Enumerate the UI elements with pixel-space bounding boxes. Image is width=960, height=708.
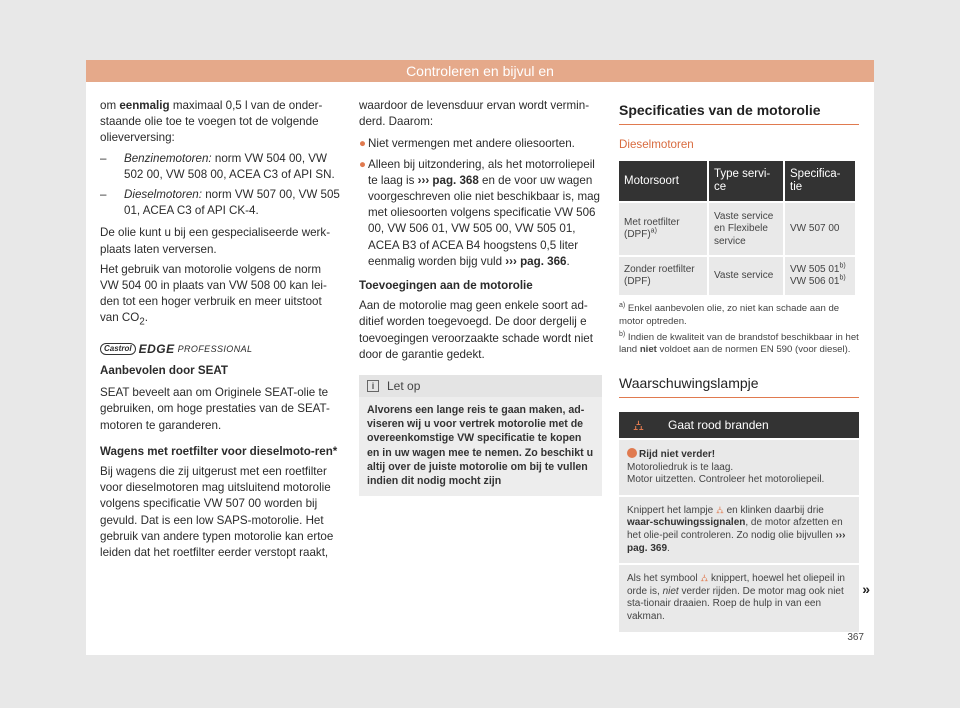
manual-page xyxy=(86,60,874,655)
column-header: Type servi-ce xyxy=(709,161,783,201)
table-header-row xyxy=(619,161,855,201)
oil-can-icon: ⛼ xyxy=(700,573,709,585)
paragraph: Bij wagens die zij uitgerust met een roetfilter voor dieselmotoren mag uitsluitend motorolie volgens specificatie VW 507 00 worden bij gevuld. Dat is een low SAPS-motorolie. Het gebruik van andere typen motorolie kan ertoe leiden dat het roetfilter eerder verstopt raakt, xyxy=(100,464,334,559)
bullet-icon: ● xyxy=(359,137,367,151)
castrol-edge-logo: Castrol EDGE PROFESSIONAL xyxy=(100,343,342,355)
table-row xyxy=(619,203,855,255)
column-middle xyxy=(359,98,602,496)
additives-heading: Toevoegingen aan de motorolie xyxy=(359,279,533,293)
paragraph: Het gebruik van motorolie volgens de norm VW 504 00 in plaats van VW 508 00 kan lei-den tot een hoger verbruik en meer uitstoot van $CO_2$. xyxy=(100,262,327,328)
table-cell: VW 505 01$^{b)}$ VW 506 01$^{b)}$ xyxy=(785,257,855,295)
list-item: – Benzinemotoren: norm VW 504 00, VW 502 00, VW 508 00, ACEA C3 of API SN. xyxy=(100,151,335,181)
warning-row: Rijd niet verder! Motoroliedruk is te laag. Motor uitzetten. Controleer het motoroliepeil. xyxy=(619,440,859,495)
continue-arrow-icon: » xyxy=(862,581,870,597)
oil-norm-list xyxy=(100,151,342,220)
page-reference-link[interactable]: ››› pag. 366 xyxy=(505,254,567,268)
spec-section-title: Specificaties van de motorolie xyxy=(619,102,859,125)
note-box xyxy=(359,375,602,496)
spec-table xyxy=(617,159,857,297)
column-right xyxy=(619,102,859,632)
page-reference-link[interactable]: ››› pag. 369 xyxy=(627,529,846,554)
info-icon: i xyxy=(367,380,379,392)
table-cell: Met roetfilter (DPF)$^{a)}$ xyxy=(619,203,707,255)
table-row xyxy=(619,257,855,295)
recommended-heading: Aanbevolen door SEAT xyxy=(100,363,228,377)
column-header: Specifica-tie xyxy=(785,161,855,201)
page-header: Controleren en bijvul en xyxy=(86,60,874,82)
warning-row: Knippert het lampje ⛼ en klinken daarbij drie waar-schuwingssignalen, de motor afzetten en het olie-peil controleren. Zo nodig olie bijvullen ››› pag. 369. xyxy=(619,497,859,563)
warning-row: Als het symbool ⛼ knippert, hoewel het oliepeil in orde is, niet verder rijden. De motor mag ook niet sta-tionair draaien. Roep de hulp in van een vakman. xyxy=(619,565,859,631)
table-cell: Vaste service xyxy=(709,257,783,295)
list-item: ● Alleen bij uitzondering, als het motorroliepeil te laag is ››› pag. 368 en de voor uw wagen voorgeschreven olie niet beschikbaar is, mag met oliesoorten volgens specificatie VW 506 00, VW 506 01, VW 505 00, VW 505 01, ACEA B3 of ACEA B4 hoogstens 0,5 liter eenmalig worden bijg vuld ››› pag. 366. xyxy=(359,157,600,268)
table-cell: VW 507 00 xyxy=(785,203,855,255)
table-cell: Vaste service en Flexibele service xyxy=(709,203,783,255)
oil-can-icon: ⛼ xyxy=(633,416,644,433)
warning-lamp-title: Waarschuwingslampje xyxy=(619,375,859,398)
bullet-icon: ● xyxy=(359,157,367,171)
list-item: ● Niet vermengen met andere oliesoorten. xyxy=(359,136,602,152)
paragraph: waardoor de levensduur ervan wordt vermin-derd. Daarom: xyxy=(359,99,590,129)
bullet-list xyxy=(359,136,602,270)
table-cell: Zonder roetfilter (DPF) xyxy=(619,257,707,295)
note-text: Alvorens een lange reis te gaan maken, ad-viseren wij u voor vertrek motorolie met de overeenkomstige VW specificatie te kopen en in uw wagen mee te nemen. Zo beschikt u altij over de juiste motorolie om bij te vullen indien dit nodig mocht zijn xyxy=(367,404,594,488)
oil-can-icon: ⛼ xyxy=(715,504,724,516)
paragraph: De olie kunt u bij een gespecialiseerde werk-plaats laten verversen. xyxy=(100,226,331,256)
note-title: Let op xyxy=(387,378,421,393)
note-header xyxy=(359,375,602,397)
page-number: 367 xyxy=(847,632,864,643)
paragraph: SEAT beveelt aan om Originele SEAT-olie te gebruiken, om hoge prestaties van de SEAT-motoren te garanderen. xyxy=(100,386,330,432)
column-left xyxy=(100,98,342,565)
column-header: Motorsoort xyxy=(619,161,707,201)
page-reference-link[interactable]: ››› pag. 368 xyxy=(417,173,479,187)
particle-filter-heading: Wagens met roetfilter voor dieselmoto-ren* xyxy=(100,444,338,458)
footnote-a: $^{a)}$ Enkel aanbevolen olie, zo niet kan schade aan de motor optreden. xyxy=(619,302,840,327)
intro-paragraph: om eenmalig maximaal 0,5 l van de onder-staande olie toe te voegen tot de volgende olieverversing: xyxy=(100,99,323,145)
warning-header: ⛼ Gaat rood branden xyxy=(619,412,859,438)
list-item: – Dieselmotoren: norm VW 507 00, VW 505 01, ACEA C3 of API CK-4. xyxy=(100,188,340,218)
stop-icon xyxy=(627,448,637,458)
paragraph: Aan de motorolie mag geen enkele soort ad-ditief worden toegevoegd. De door dergelij e toevoegingen veroorzaakte schade wordt niet door de garantie gedekt. xyxy=(359,299,593,361)
footnote-b: $^{b)}$ Indien de kwaliteit van de brandstof beschikbaar in het land niet voldoet aan de normen EN 590 (voor diesel). xyxy=(619,330,859,356)
diesel-subheading: Dieselmotoren xyxy=(619,138,694,152)
